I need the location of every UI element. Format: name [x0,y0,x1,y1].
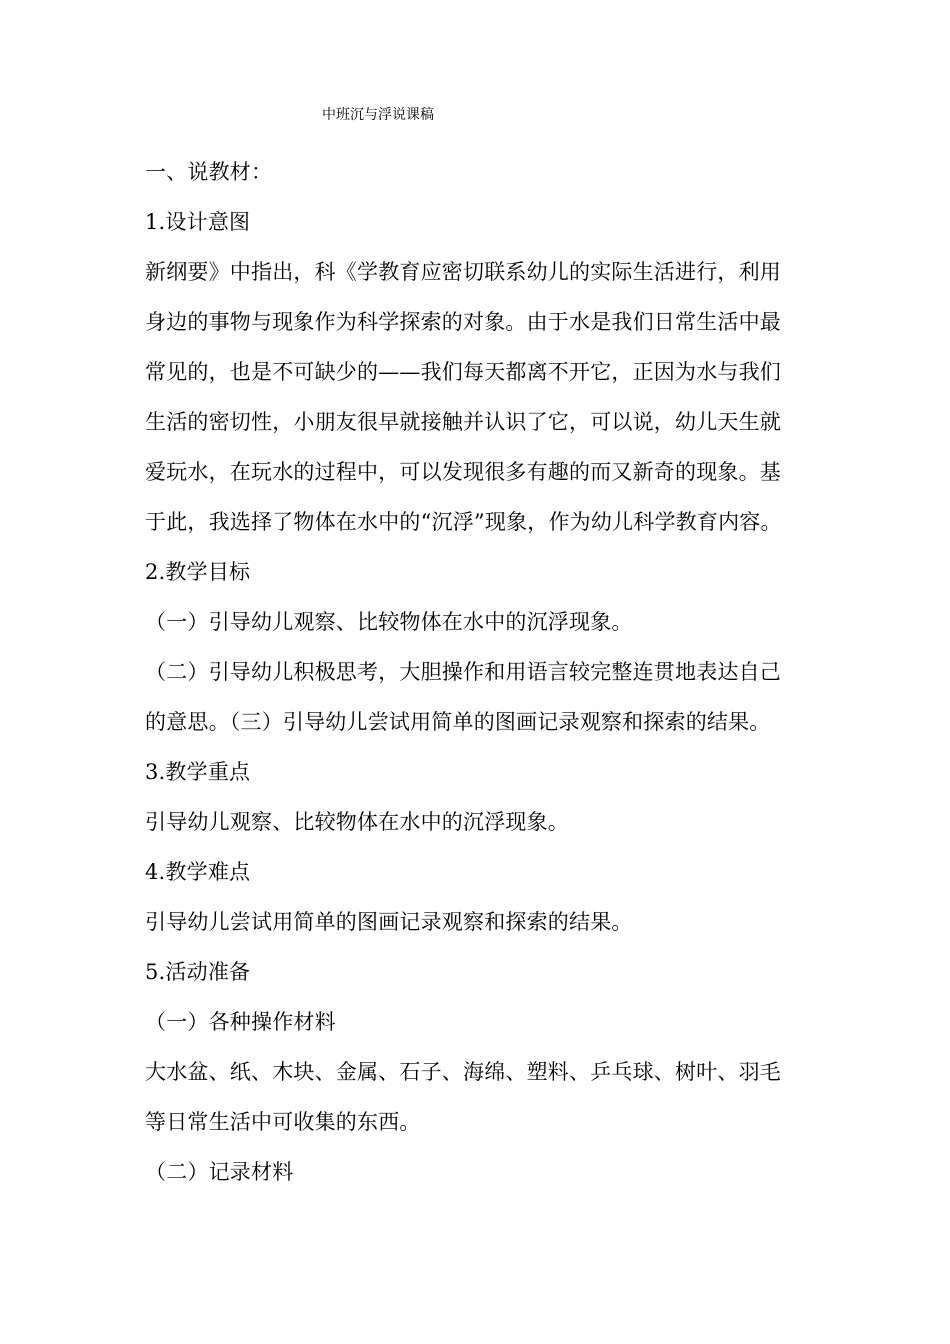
goal-item: （二）引导幼儿积极思考，大胆操作和用语言较完整连贯地表达自己 [145,660,781,684]
paragraph-line: 大水盆、纸、木块、金属、石子、海绵、塑料、乒乓球、树叶、羽毛 [145,1060,781,1084]
paragraph-line: 生活的密切性，小朋友很早就接触并认识了它，可以说，幼儿天生就 [145,410,781,434]
document-title: 中班沉与浮说课稿 [322,107,434,123]
goal-item: （一）引导幼儿观察、比较物体在水中的沉浮现象。 [145,610,633,634]
subheading-teaching-focus: 3.教学重点 [145,760,251,784]
goal-item: 的意思。（三）引导幼儿尝试用简单的图画记录观察和探索的结果。 [145,710,771,734]
paragraph-line: 引导幼儿尝试用简单的图画记录观察和探索的结果。 [145,910,633,934]
subheading-design-intent: 1.设计意图 [145,210,251,234]
paragraph-line: 常见的，也是不可缺少的——我们每天都离不开它，正因为水与我们 [145,360,781,384]
preparation-item: （一）各种操作材料 [145,1010,336,1034]
section-heading-teaching-material: 一、说教材： [145,160,273,184]
paragraph-line: 新纲要》中指出，科《学教育应密切联系幼儿的实际生活进行，利用 [145,260,781,284]
document-body [145,147,825,1197]
subheading-teaching-goals: 2.教学目标 [145,560,251,584]
paragraph-line: 于此，我选择了物体在水中的“沉浮”现象，作为幼儿科学教育内容。 [145,510,782,534]
subheading-activity-preparation: 5.活动准备 [145,960,251,984]
paragraph-line: 引导幼儿观察、比较物体在水中的沉浮现象。 [145,810,569,834]
paragraph-line: 等日常生活中可收集的东西。 [145,1110,421,1134]
preparation-item: （二）记录材料 [145,1160,294,1184]
paragraph-line: 爱玩水，在玩水的过程中，可以发现很多有趣的而又新奇的现象。基 [145,460,781,484]
paragraph-line: 身边的事物与现象作为科学探索的对象。由于水是我们日常生活中最 [145,310,781,334]
subheading-teaching-difficulty: 4.教学难点 [145,860,251,884]
